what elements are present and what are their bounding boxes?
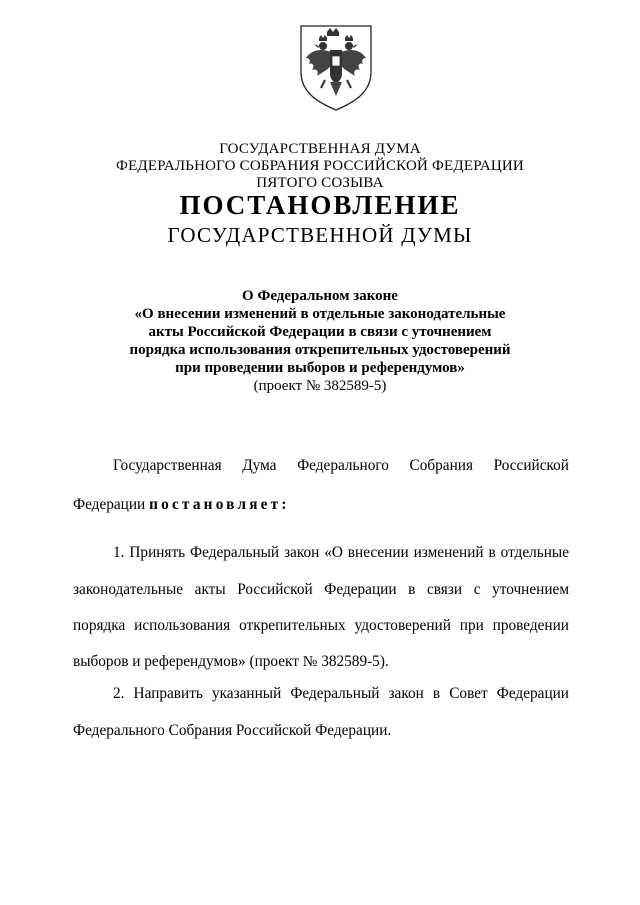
document-type: ПОСТАНОВЛЕНИЕ [179, 190, 461, 220]
double-headed-eagle-icon [297, 22, 375, 114]
preamble-line-1: Государственная Дума Федерального Собрания Российской [113, 457, 569, 474]
item-1-line-3: порядка использования открепительных удостоверений при проведении [73, 617, 569, 634]
subject-line-3: акты Российской Федерации в связи с уточнением [148, 324, 492, 340]
org-line-2: ФЕДЕРАЛЬНОГО СОБРАНИЯ РОССИЙСКОЙ ФЕДЕРАЦИИ [116, 158, 524, 174]
subject-line-2: «О внесении изменений в отдельные законодательные [134, 306, 506, 322]
org-line-3: ПЯТОГО СОЗЫВА [256, 175, 384, 191]
org-line-1: ГОСУДАРСТВЕННАЯ ДУМА [219, 141, 421, 157]
subject-line-5: при проведении выборов и референдумов» [175, 360, 465, 376]
item-1-line-1: 1. Принять Федеральный закон «О внесении изменений в отдельные [113, 544, 569, 561]
item-1-line-4: выборов и референдумов» (проект № 382589-5). [73, 653, 389, 670]
item-1-line-2: законодательные акты Российской Федерации в связи с уточнением [73, 581, 569, 598]
preamble-line-2 [73, 496, 290, 514]
item-2-line-2: Федерального Собрания Российской Федерации. [73, 722, 392, 739]
subject-line-4: порядка использования открепительных удостоверений [129, 342, 511, 358]
preamble-verb: постановляет: [149, 496, 290, 513]
subject-line-1: О Федеральном законе [242, 288, 398, 304]
preamble-lead: Федерации [73, 496, 146, 513]
item-2-line-1: 2. Направить указанный Федеральный закон в Совет Федерации [113, 685, 569, 702]
document-issuer: ГОСУДАРСТВЕННОЙ ДУМЫ [167, 223, 473, 247]
project-number: (проект № 382589-5) [253, 378, 387, 394]
